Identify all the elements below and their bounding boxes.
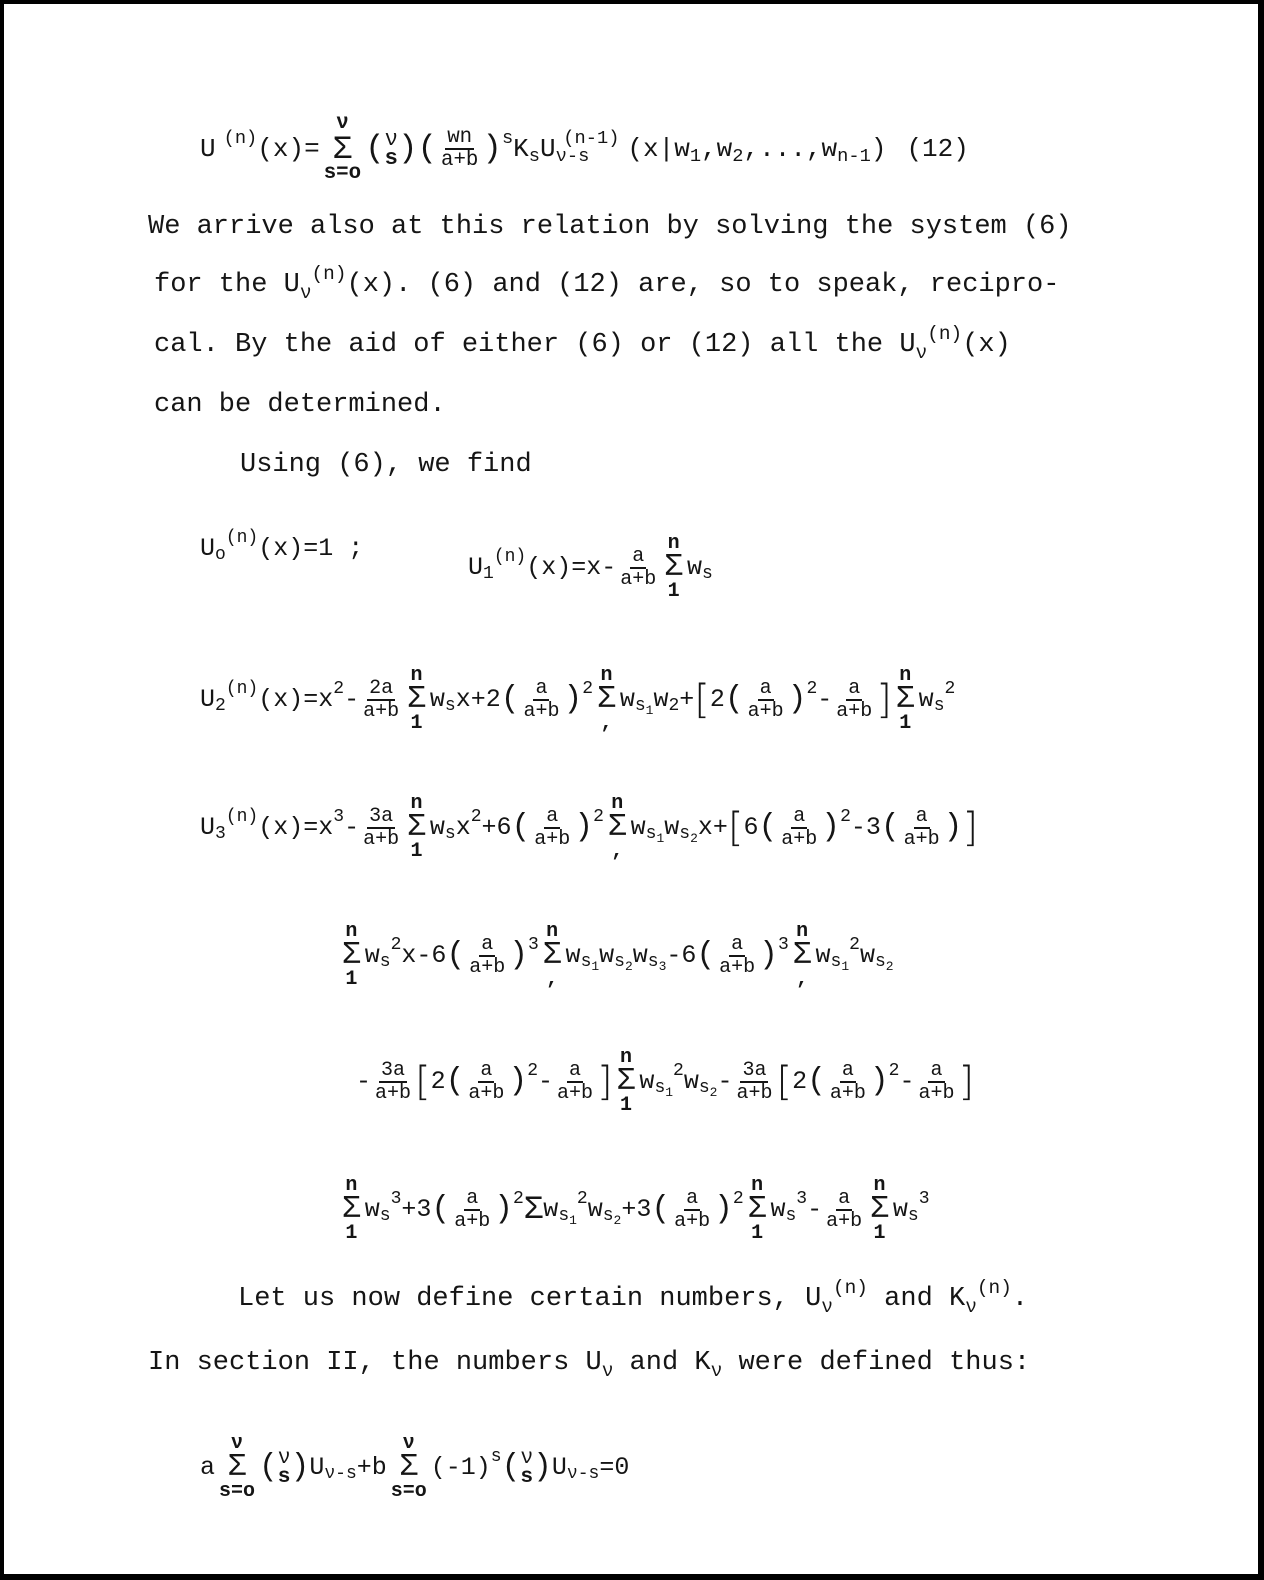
- frac-num: 3a: [381, 1059, 406, 1083]
- frac-den: a+b: [736, 1082, 773, 1106]
- text-run: x+: [697, 813, 728, 843]
- term: w: [587, 1195, 603, 1225]
- term-sub: s: [614, 951, 625, 972]
- term: w: [543, 1195, 559, 1225]
- text-run: (x). (6) and (12) are, so to speak, recipro-: [346, 270, 1060, 300]
- sigma-icon: Σ: [227, 1450, 247, 1485]
- coefficient: +b: [356, 1453, 387, 1483]
- term: w: [664, 813, 680, 843]
- frac-den: a+b: [375, 1082, 412, 1106]
- frac-num: a: [535, 677, 548, 701]
- frac-den: a+b: [620, 568, 657, 592]
- u1-rhs: (x)=x-: [526, 553, 617, 583]
- summation: [543, 922, 562, 990]
- frac-den: a+b: [747, 700, 784, 724]
- sum-lower-limit: 1: [873, 1222, 886, 1246]
- term-subsub: 1: [656, 831, 665, 847]
- eq12-k: K: [513, 134, 529, 165]
- sigma-icon: Σ: [616, 1064, 636, 1099]
- left-bracket-icon: [: [694, 677, 710, 724]
- frac-num: a: [930, 1059, 943, 1083]
- term: w: [770, 1195, 786, 1225]
- frac-num: a: [546, 805, 559, 829]
- sum-upper-limit: n: [600, 664, 613, 687]
- right-bracket-icon: ]: [597, 1059, 613, 1106]
- sum-upper-limit: n: [546, 920, 559, 943]
- paragraph-line: [148, 1348, 1031, 1382]
- frac-den: a+b: [826, 1210, 863, 1234]
- sum-lower-limit: 1: [751, 1222, 764, 1246]
- eq12-args: (x|w: [627, 134, 690, 165]
- binom-bottom: s: [520, 1465, 534, 1490]
- sigma-icon: Σ: [342, 938, 361, 973]
- summation: [608, 794, 627, 862]
- sigma-icon: Σ: [792, 938, 812, 973]
- text-run: (x): [962, 330, 1011, 360]
- frac-den: a+b: [469, 956, 506, 980]
- eq12-binomial: [384, 126, 398, 172]
- equation-u0: U $_o$ $^{(n)}$ (x)=1 ;: [200, 528, 364, 566]
- term-subsub: 2: [885, 959, 894, 975]
- text-run: x+2: [455, 685, 501, 715]
- sum-lower-limit: ,: [611, 840, 624, 864]
- text-run: In section II, the numbers U: [148, 1348, 602, 1378]
- term: U: [309, 1453, 325, 1483]
- nu-subscript: ν: [915, 341, 928, 364]
- frac-den: a+b: [781, 828, 818, 852]
- frac-den: a+b: [918, 1082, 955, 1106]
- term-sub: s: [647, 951, 659, 972]
- term-subsub: 2: [709, 1085, 718, 1101]
- text-run: and K: [867, 1284, 966, 1314]
- sum-lower-limit: 1: [667, 580, 680, 604]
- term-subsub: 1: [569, 1213, 577, 1229]
- sum-lower-limit: ,: [546, 968, 559, 992]
- fraction: [373, 1060, 413, 1104]
- summation: [664, 534, 683, 602]
- text-run: x-6: [401, 941, 447, 971]
- fraction: [452, 1188, 492, 1232]
- sum-lower-limit: 1: [410, 840, 423, 864]
- right-bracket-icon: ]: [958, 1059, 975, 1106]
- summation: [342, 1176, 361, 1244]
- sum-lower-limit: 1: [620, 1094, 633, 1118]
- term: w: [892, 1195, 908, 1225]
- term-subsub: 1: [645, 703, 654, 719]
- fraction: [555, 1060, 595, 1104]
- term-sub: s: [634, 695, 646, 716]
- term: w: [687, 553, 703, 583]
- eq12-lhs: U: [200, 134, 216, 165]
- sum-lower-limit: s=o: [390, 1480, 427, 1504]
- equation-u2: U $_2$ $^{(n)}$ (x)=x $^2$ - $\frac{2a}{a+b}$ n Σ 1 w $_s$ x+2 ( $\frac{a}{a+b}$ ) $^2$ n Σ , w $_{s_1}$ w $_2$ + [ 2 ( $\frac{a}{a+b}$ ) $^2$ - $\frac{a}{a+b}$ ] n Σ 1 w $_s$ $^2$: [200, 664, 956, 736]
- sum-lower-limit: 1: [345, 968, 358, 992]
- frac-den: a+b: [363, 828, 400, 852]
- eq12-ellipsis: ,...,w: [743, 134, 838, 165]
- sum-upper-limit: n: [620, 1046, 633, 1069]
- paragraph-line: [238, 1277, 1029, 1318]
- binomial: [277, 1445, 291, 1490]
- sum-upper-limit: n: [873, 1174, 886, 1197]
- sum-upper-limit: n: [667, 532, 680, 555]
- fraction: [532, 806, 572, 850]
- fraction: [746, 678, 786, 722]
- summation: [617, 1048, 636, 1116]
- text-run: for the U: [154, 270, 300, 300]
- sigma-icon: Σ: [407, 810, 426, 845]
- summation: [896, 666, 915, 734]
- term: w: [918, 685, 934, 715]
- sum-lower-limit: 1: [899, 712, 912, 736]
- frac-den: a+b: [829, 1082, 866, 1106]
- sigma-icon: Σ: [342, 1192, 361, 1227]
- n-superscript: (n): [976, 1277, 1012, 1300]
- fraction: [521, 678, 561, 722]
- fraction: [734, 1060, 774, 1104]
- fraction: [834, 678, 874, 722]
- equation-u3-line2: n Σ 1 w $_s$ $^2$ x-6 ( $\frac{a}{a+b}$ ) $^3$ n Σ , w $_{s_1}$ w $_{s_2}$ w $_{s_3}$ -6 ( $\frac{a}{a+b}$ ) $^3$ n Σ , w $_{s_1}$ $^2$ w $_{s_2}$: [342, 920, 894, 992]
- frac-num: a: [848, 677, 861, 701]
- summation: [870, 1176, 889, 1244]
- u0-rhs: (x)=1 ;: [258, 534, 364, 563]
- eq12-lhs-arg: (x)=: [257, 134, 320, 165]
- binom-top: ν: [277, 1445, 291, 1470]
- summation: [407, 794, 426, 862]
- term: w: [630, 813, 646, 843]
- frac-num: a: [686, 1187, 699, 1211]
- frac-den: a+b: [719, 956, 756, 980]
- term-subsub: 1: [841, 959, 850, 975]
- paragraph-line: [154, 323, 1011, 364]
- term: w: [364, 941, 380, 971]
- sum-upper-limit: n: [611, 792, 624, 815]
- paragraph-line: can be determined.: [154, 390, 446, 420]
- sum-lower-limit: 1: [345, 1222, 358, 1246]
- frac-den: a+b: [557, 1082, 594, 1106]
- term: w: [632, 941, 648, 971]
- term: w: [565, 941, 581, 971]
- frac-num: a: [480, 1059, 493, 1083]
- sum-upper-limit: n: [410, 792, 423, 815]
- u0-lhs: U: [200, 534, 216, 563]
- nu-subscript: ν: [821, 1295, 833, 1318]
- text-run: (x)=x: [258, 685, 334, 715]
- n-superscript: (n): [311, 263, 347, 286]
- frac-num: a: [481, 933, 494, 957]
- fraction: [828, 1060, 868, 1104]
- frac-den: a+b: [454, 1210, 491, 1234]
- equation-u1: U $_1$ $^{(n)}$ (x)=x- $\frac{a}{a+b}$ n Σ 1 w $_s$: [468, 532, 713, 604]
- term: w: [364, 1195, 380, 1225]
- frac-num: wn: [447, 125, 473, 149]
- fraction: [672, 1188, 712, 1232]
- operator: -: [356, 1067, 372, 1097]
- right-bracket-icon: ]: [962, 805, 979, 852]
- eq12-fraction: [439, 127, 480, 173]
- sigma-icon: Σ: [607, 810, 627, 845]
- coefficient: +6: [481, 813, 512, 843]
- sigma-icon: Σ: [407, 682, 426, 717]
- term: w: [619, 685, 635, 715]
- term-sub: s: [645, 823, 657, 844]
- summation: [748, 1176, 767, 1244]
- coefficient: +3: [621, 1195, 652, 1225]
- sum-lower-limit: ,: [796, 968, 809, 992]
- term-subsub: 3: [658, 959, 667, 975]
- text-run: cal. By the aid of either (6) or (12) all the U: [154, 330, 916, 360]
- coefficient: -6: [666, 941, 697, 971]
- left-bracket-icon: [: [776, 1059, 793, 1106]
- coefficient: 6: [743, 813, 759, 843]
- n-superscript: (n): [927, 323, 963, 346]
- frac-num: a: [759, 677, 772, 701]
- fraction: [902, 806, 942, 850]
- fraction: [618, 546, 658, 590]
- term-subsub: 1: [591, 959, 600, 975]
- coefficient: 2: [709, 685, 725, 715]
- sigma-icon: Σ: [747, 1192, 767, 1227]
- term: w: [639, 1067, 655, 1097]
- term-subsub: 2: [624, 959, 633, 975]
- frac-num: a: [466, 1187, 479, 1211]
- sum-upper-limit: n: [796, 920, 809, 943]
- nu-subscript: ν: [601, 1359, 614, 1382]
- binom-bottom: s: [277, 1465, 291, 1490]
- fraction: [779, 806, 819, 850]
- operator: -: [717, 1067, 733, 1097]
- coefficient: -3: [850, 813, 881, 843]
- text-run: x: [455, 813, 471, 843]
- frac-den: a+b: [363, 700, 400, 724]
- frac-num: a: [915, 805, 928, 829]
- fraction: [916, 1060, 956, 1104]
- sum-lower-limit: 1: [410, 712, 423, 736]
- paragraph-line: [154, 263, 1060, 304]
- term-sub: s: [580, 951, 592, 972]
- equation-u3-line1: U $_3$ $^{(n)}$ (x)=x $^3$ - $\frac{3a}{a+b}$ n Σ 1 w $_s$ x $^2$ +6 ( $\frac{a}{a+b}$ ) $^2$ n Σ , w $_{s_1}$ w $_{s_2}$ x+ [ 6 ( $\frac{a}{a+b}$ ) $^2$ -3 ( $\frac{a}{a+b}$ ) ]: [200, 792, 979, 864]
- summation: [407, 666, 426, 734]
- binomial: [520, 1445, 534, 1490]
- term: w: [429, 685, 445, 715]
- sigma-icon: Σ: [542, 938, 562, 973]
- coefficient: 2: [430, 1067, 446, 1097]
- sum-upper-limit: n: [345, 1174, 358, 1197]
- text-run: Let us now define certain numbers, U: [238, 1284, 822, 1314]
- sum-lower-limit: s=o: [219, 1480, 256, 1504]
- frac-den: a+b: [836, 700, 873, 724]
- term-subsub: 2: [613, 1213, 622, 1229]
- sum-upper-limit: ν: [231, 1432, 244, 1455]
- term: w: [815, 941, 831, 971]
- term: w: [653, 685, 669, 715]
- fraction: [361, 806, 401, 850]
- equation-u3-line3: - $\frac{3a}{a+b}$ [ 2 ( $\frac{a}{a+b}$ ) $^2$ - $\frac{a}{a+b}$ ] n Σ 1 w $_{s_1}$ $^2$ w $_{s_2}$ - $\frac{3a}{a+b}$ [ 2 ( $\frac{a}{a+b}$ ) $^2$ - $\frac{a}{a+b}$ ]: [356, 1046, 975, 1118]
- sigma-icon: Σ: [597, 682, 616, 717]
- frac-num: a: [731, 933, 744, 957]
- sigma-icon: Σ: [895, 682, 915, 717]
- term: w: [599, 941, 615, 971]
- binom-bottom: s: [384, 146, 398, 172]
- term-subsub: 2: [690, 831, 698, 847]
- frac-den: a+b: [674, 1210, 711, 1234]
- n-superscript: (n): [832, 1277, 868, 1300]
- summation: [342, 922, 361, 990]
- term-sub: s: [830, 951, 842, 972]
- frac-num: a: [569, 1059, 582, 1083]
- paragraph-line: Using (6), we find: [240, 450, 532, 480]
- nu-subscript: ν: [965, 1295, 977, 1318]
- right-bracket-icon: ]: [876, 677, 892, 724]
- sum-upper-limit: ν: [402, 1432, 415, 1455]
- frac-num: a: [793, 805, 806, 829]
- frac-den: a+b: [523, 700, 560, 724]
- term: U: [551, 1453, 567, 1483]
- eq12-summation: [324, 114, 361, 185]
- text-run: (-1): [430, 1453, 491, 1483]
- frac-num: a: [838, 1187, 851, 1211]
- term: w: [683, 1067, 699, 1097]
- u3-lhs: U: [200, 813, 216, 843]
- text-run: and K: [613, 1348, 711, 1378]
- sum-lower-limit: s=o: [323, 162, 362, 186]
- sum-upper-limit: n: [751, 1174, 764, 1197]
- operator: -: [807, 1195, 823, 1225]
- binom-top: ν: [520, 1445, 534, 1470]
- left-bracket-icon: [: [415, 1059, 431, 1106]
- term-sub: s: [558, 1205, 570, 1226]
- operator: +: [679, 685, 695, 715]
- term-sub: s: [679, 823, 691, 844]
- u2-lhs: U: [200, 685, 216, 715]
- term-sub: s: [698, 1077, 710, 1098]
- frac-den: a+b: [903, 828, 940, 852]
- frac-den: a+b: [534, 828, 571, 852]
- eq12-close: ): [870, 134, 887, 165]
- fraction: [361, 678, 401, 722]
- coefficient: +3: [401, 1195, 432, 1225]
- u1-lhs: U: [468, 553, 484, 583]
- fraction: [717, 934, 757, 978]
- term-sub: s: [602, 1205, 614, 1226]
- text-run: =0: [599, 1453, 630, 1483]
- paragraph-line: We arrive also at this relation by solving the system (6): [148, 212, 1072, 242]
- eq12-u: U: [540, 134, 556, 165]
- sum-upper-limit: n: [899, 664, 912, 687]
- equation-12: U $^{(n)}$ (x)= ν Σ s=o ( ν s ) ( $\frac{wn}{a+b}$ ) $^s$ K $_s$ U $_{\nu-s}$ $^{(n-1)}$ (x|w $_1$ ,w $_2$ ,...,w $_{n-1}$ ) (12): [200, 112, 969, 186]
- left-bracket-icon: [: [727, 805, 744, 852]
- fraction: [467, 934, 507, 978]
- frac-num: 3a: [369, 805, 394, 829]
- summation: [219, 1434, 255, 1502]
- frac-num: a: [632, 545, 645, 569]
- equation-u3-line4: n Σ 1 w $_s$ $^3$ +3 ( $\frac{a}{a+b}$ ) $^2$ Σ w $_{s_1}$ $^2$ w $_{s_2}$ +3 ( $\frac{a}{a+b}$ ) $^2$ n Σ 1 w $_s$ $^3$ - $\frac{a}{a+b}$ n Σ 1 w $_s$ $^3$: [342, 1174, 930, 1246]
- sum-lower-limit: ,: [600, 712, 613, 736]
- term-sub: s: [654, 1077, 666, 1098]
- frac-den: a+b: [468, 1082, 505, 1106]
- coefficient: 2: [792, 1067, 808, 1097]
- frac-den: a+b: [440, 149, 479, 173]
- equation-definition: a ν Σ s=o ( ν s ) U $_{\nu-s}$ +b ν Σ s=o (-1) $^s$ ( ν s ) U $_{\nu-s}$ =0: [200, 1432, 630, 1504]
- nu-subscript: ν: [710, 1359, 723, 1382]
- binom-top: ν: [384, 126, 398, 152]
- sum-upper-limit: n: [410, 664, 423, 687]
- frac-num: 3a: [742, 1059, 767, 1083]
- sigma-icon: Σ: [523, 1191, 544, 1229]
- operator: -: [344, 685, 360, 715]
- sum-upper-limit: ν: [336, 112, 349, 135]
- summation: [597, 666, 616, 734]
- sigma-icon: Σ: [664, 550, 684, 585]
- sum-upper-limit: n: [345, 920, 358, 943]
- text-run: .: [1011, 1284, 1029, 1314]
- sigma-icon: Σ: [399, 1450, 419, 1485]
- text-run: (x)=x: [258, 813, 334, 843]
- term: w: [859, 941, 875, 971]
- frac-num: a: [841, 1059, 854, 1083]
- frac-num: 2a: [369, 677, 394, 701]
- coefficient: a: [200, 1453, 216, 1483]
- sigma-icon: Σ: [332, 130, 353, 168]
- fraction: [466, 1060, 506, 1104]
- text-run: were defined thus:: [722, 1348, 1031, 1378]
- summation: [793, 922, 812, 990]
- term-subsub: 1: [665, 1085, 674, 1101]
- summation: [391, 1434, 427, 1502]
- document-page: [4, 4, 1258, 1574]
- equation-number: (12): [906, 134, 969, 165]
- term: w: [429, 813, 445, 843]
- fraction: [824, 1188, 864, 1232]
- eq12-arg2: ,w: [701, 134, 733, 165]
- nu-subscript: ν: [299, 281, 312, 304]
- sigma-icon: Σ: [870, 1192, 889, 1227]
- term-sub: s: [874, 951, 886, 972]
